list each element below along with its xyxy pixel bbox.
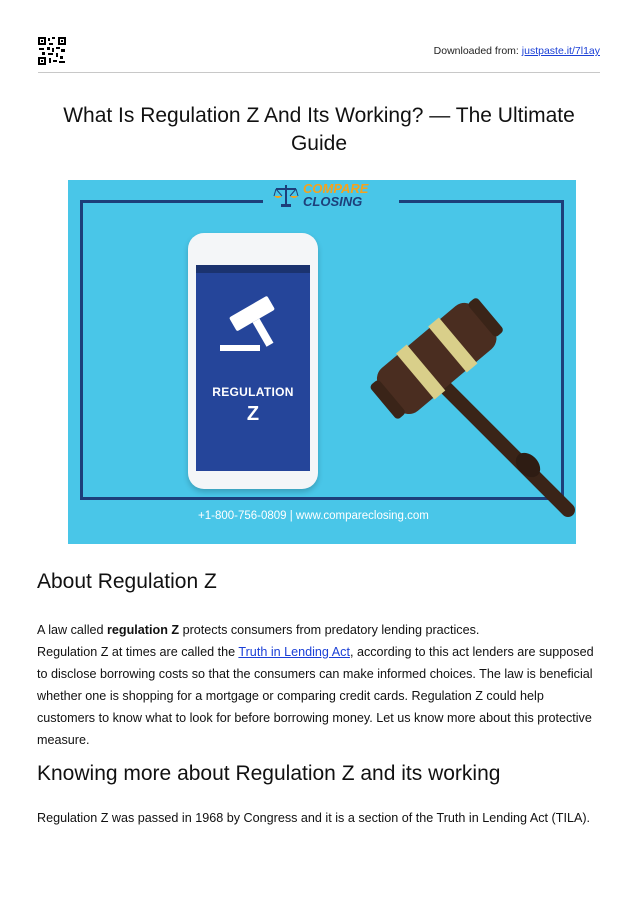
logo-text-top: COMPARE [303,181,369,196]
phone-screen [196,265,310,471]
compare-closing-logo [273,182,368,208]
truth-in-lending-link[interactable]: Truth in Lending Act [238,645,350,659]
section1-paragraph-2 [37,641,598,751]
p1-bold-term: regulation Z [107,623,180,637]
download-prefix: Downloaded from: [433,45,519,57]
download-link[interactable]: justpaste.it/7l1ay [521,45,600,57]
p2-text: Regulation Z at times are called the [37,645,239,659]
section-heading-about: About Regulation Z [37,570,217,593]
section1-paragraph-1 [37,619,598,641]
screen-text-line2: Z [246,403,260,425]
logo-text-bottom: CLOSING [303,194,363,209]
download-source [434,45,600,57]
hero-image [68,180,576,544]
page-title: What Is Regulation Z And Its Working? — The Ultimate Guide [63,104,575,155]
section-heading-knowing-more: Knowing more about Regulation Z and its working [37,762,501,785]
header-divider [38,72,600,73]
phone-status-bar [196,265,310,273]
p2-text-end: , according to this act lenders are supposed to disclose borrowing costs so that the consumers can make informed choices. The law is beneficial whether one is shopping for a mortgage or comparing credit cards. Regulation Z could help customers to know what to look for before borrowing money. Let us know more about this protective measure. [37,645,594,747]
qr-code-icon [38,37,66,65]
hero-contact-text: +1-800-756-0809 | www.compareclosing.com [198,510,429,522]
p1-text: A law called [37,623,108,637]
scales-icon [273,182,299,208]
section2-paragraph-1: Regulation Z was passed in 1968 by Congress and it is a section of the Truth in Lending Act (TILA). [37,811,591,825]
phone-illustration [188,233,318,489]
hero-frame-top-left [80,200,263,203]
wooden-gavel-illustration [348,260,576,520]
p1-text-end: protects consumers from predatory lending practices. [179,623,480,637]
hero-frame-top-right [399,200,564,203]
gavel-icon [214,287,294,357]
screen-text-line1: REGULATION [212,385,294,399]
